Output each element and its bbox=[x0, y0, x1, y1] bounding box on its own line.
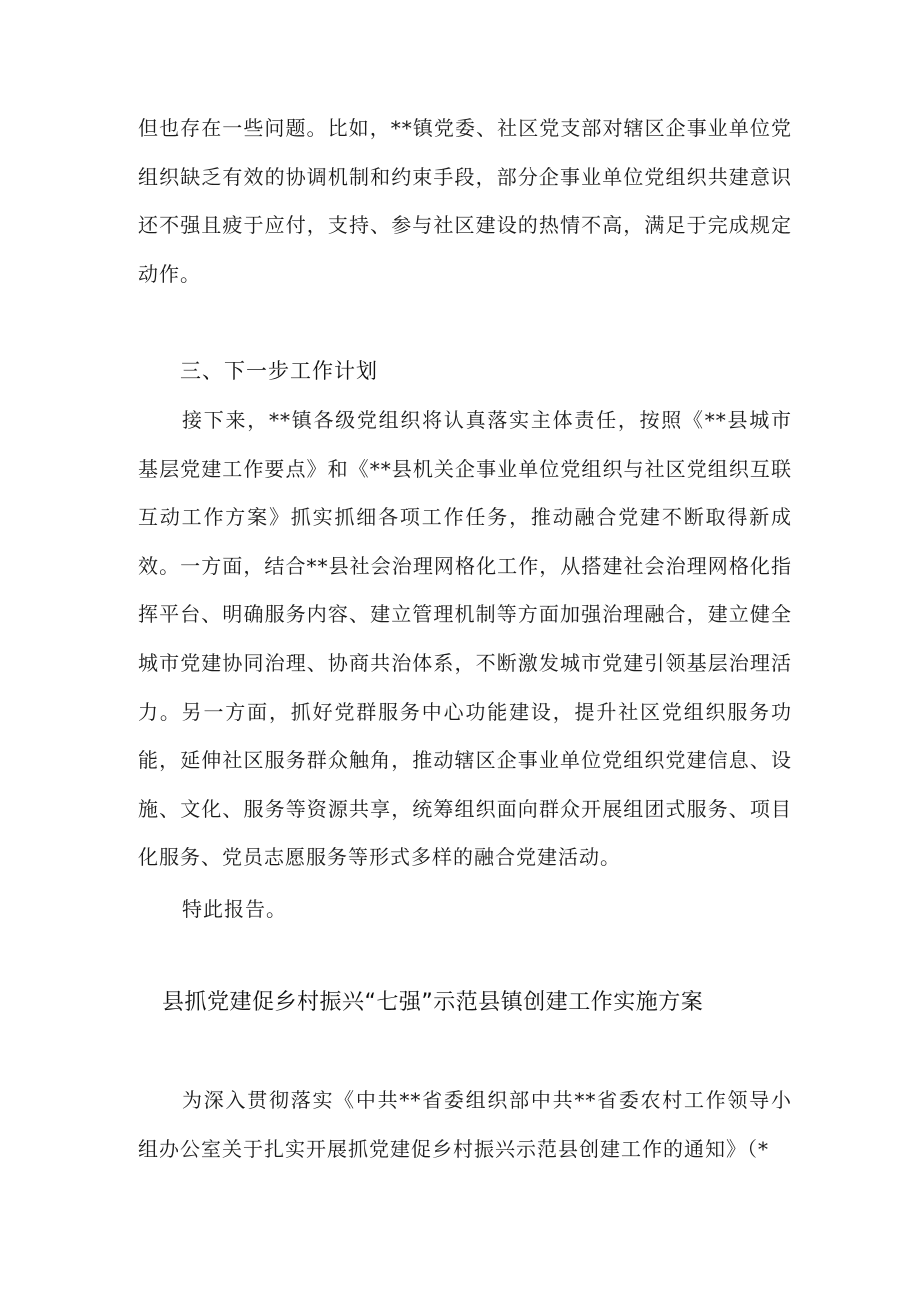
body-paragraph-plan: 接下来，**镇各级党组织将认真落实主体责任，按照《**县城市基层党建工作要点》和《**县机关企事业单位党组织与社区党组织互联互动工作方案》抓实抓细各项工作任务，推动融合党建不断取得新成效。一方面，结合**县社会治理网格化工作，从搭建社会治理网格化指挥平台、明确服务内容、建立管理机制等方面加强治理融合，建立健全城市党建协同治理、协商共治体系，不断激发城市党建引领基层治理活力。另一方面，抓好党群服务中心功能建设，提升社区党组织服务功能，延伸社区服务群众触角，推动辖区企事业单位党组织党建信息、设施、文化、服务等资源共享，统筹组织面向群众开展组团式服务、项目化服务、党员志愿服务等形式多样的融合党建活动。 bbox=[138, 408, 792, 870]
body-paragraph-intro: 为深入贯彻落实《中共**省委组织部中共**省委农村工作领导小组办公室关于扎实开展抓党建促乡村振兴示范县创建工作的通知》（* bbox=[138, 1088, 792, 1161]
body-paragraph-issues: 但也存在一些问题。比如，**镇党委、社区党支部对辖区企事业单位党组织缺乏有效的协调机制和约束手段，部分企事业单位党组织共建意识还不强且疲于应付，支持、参与社区建设的热情不高，满足于完成规定动作。 bbox=[138, 116, 792, 286]
document-title: 县抓党建促乡村振兴“七强”示范县镇创建工作实施方案 bbox=[162, 990, 704, 1015]
section-heading-next-steps: 三、下一步工作计划 bbox=[180, 359, 378, 383]
closing-line: 特此报告。 bbox=[182, 897, 287, 921]
